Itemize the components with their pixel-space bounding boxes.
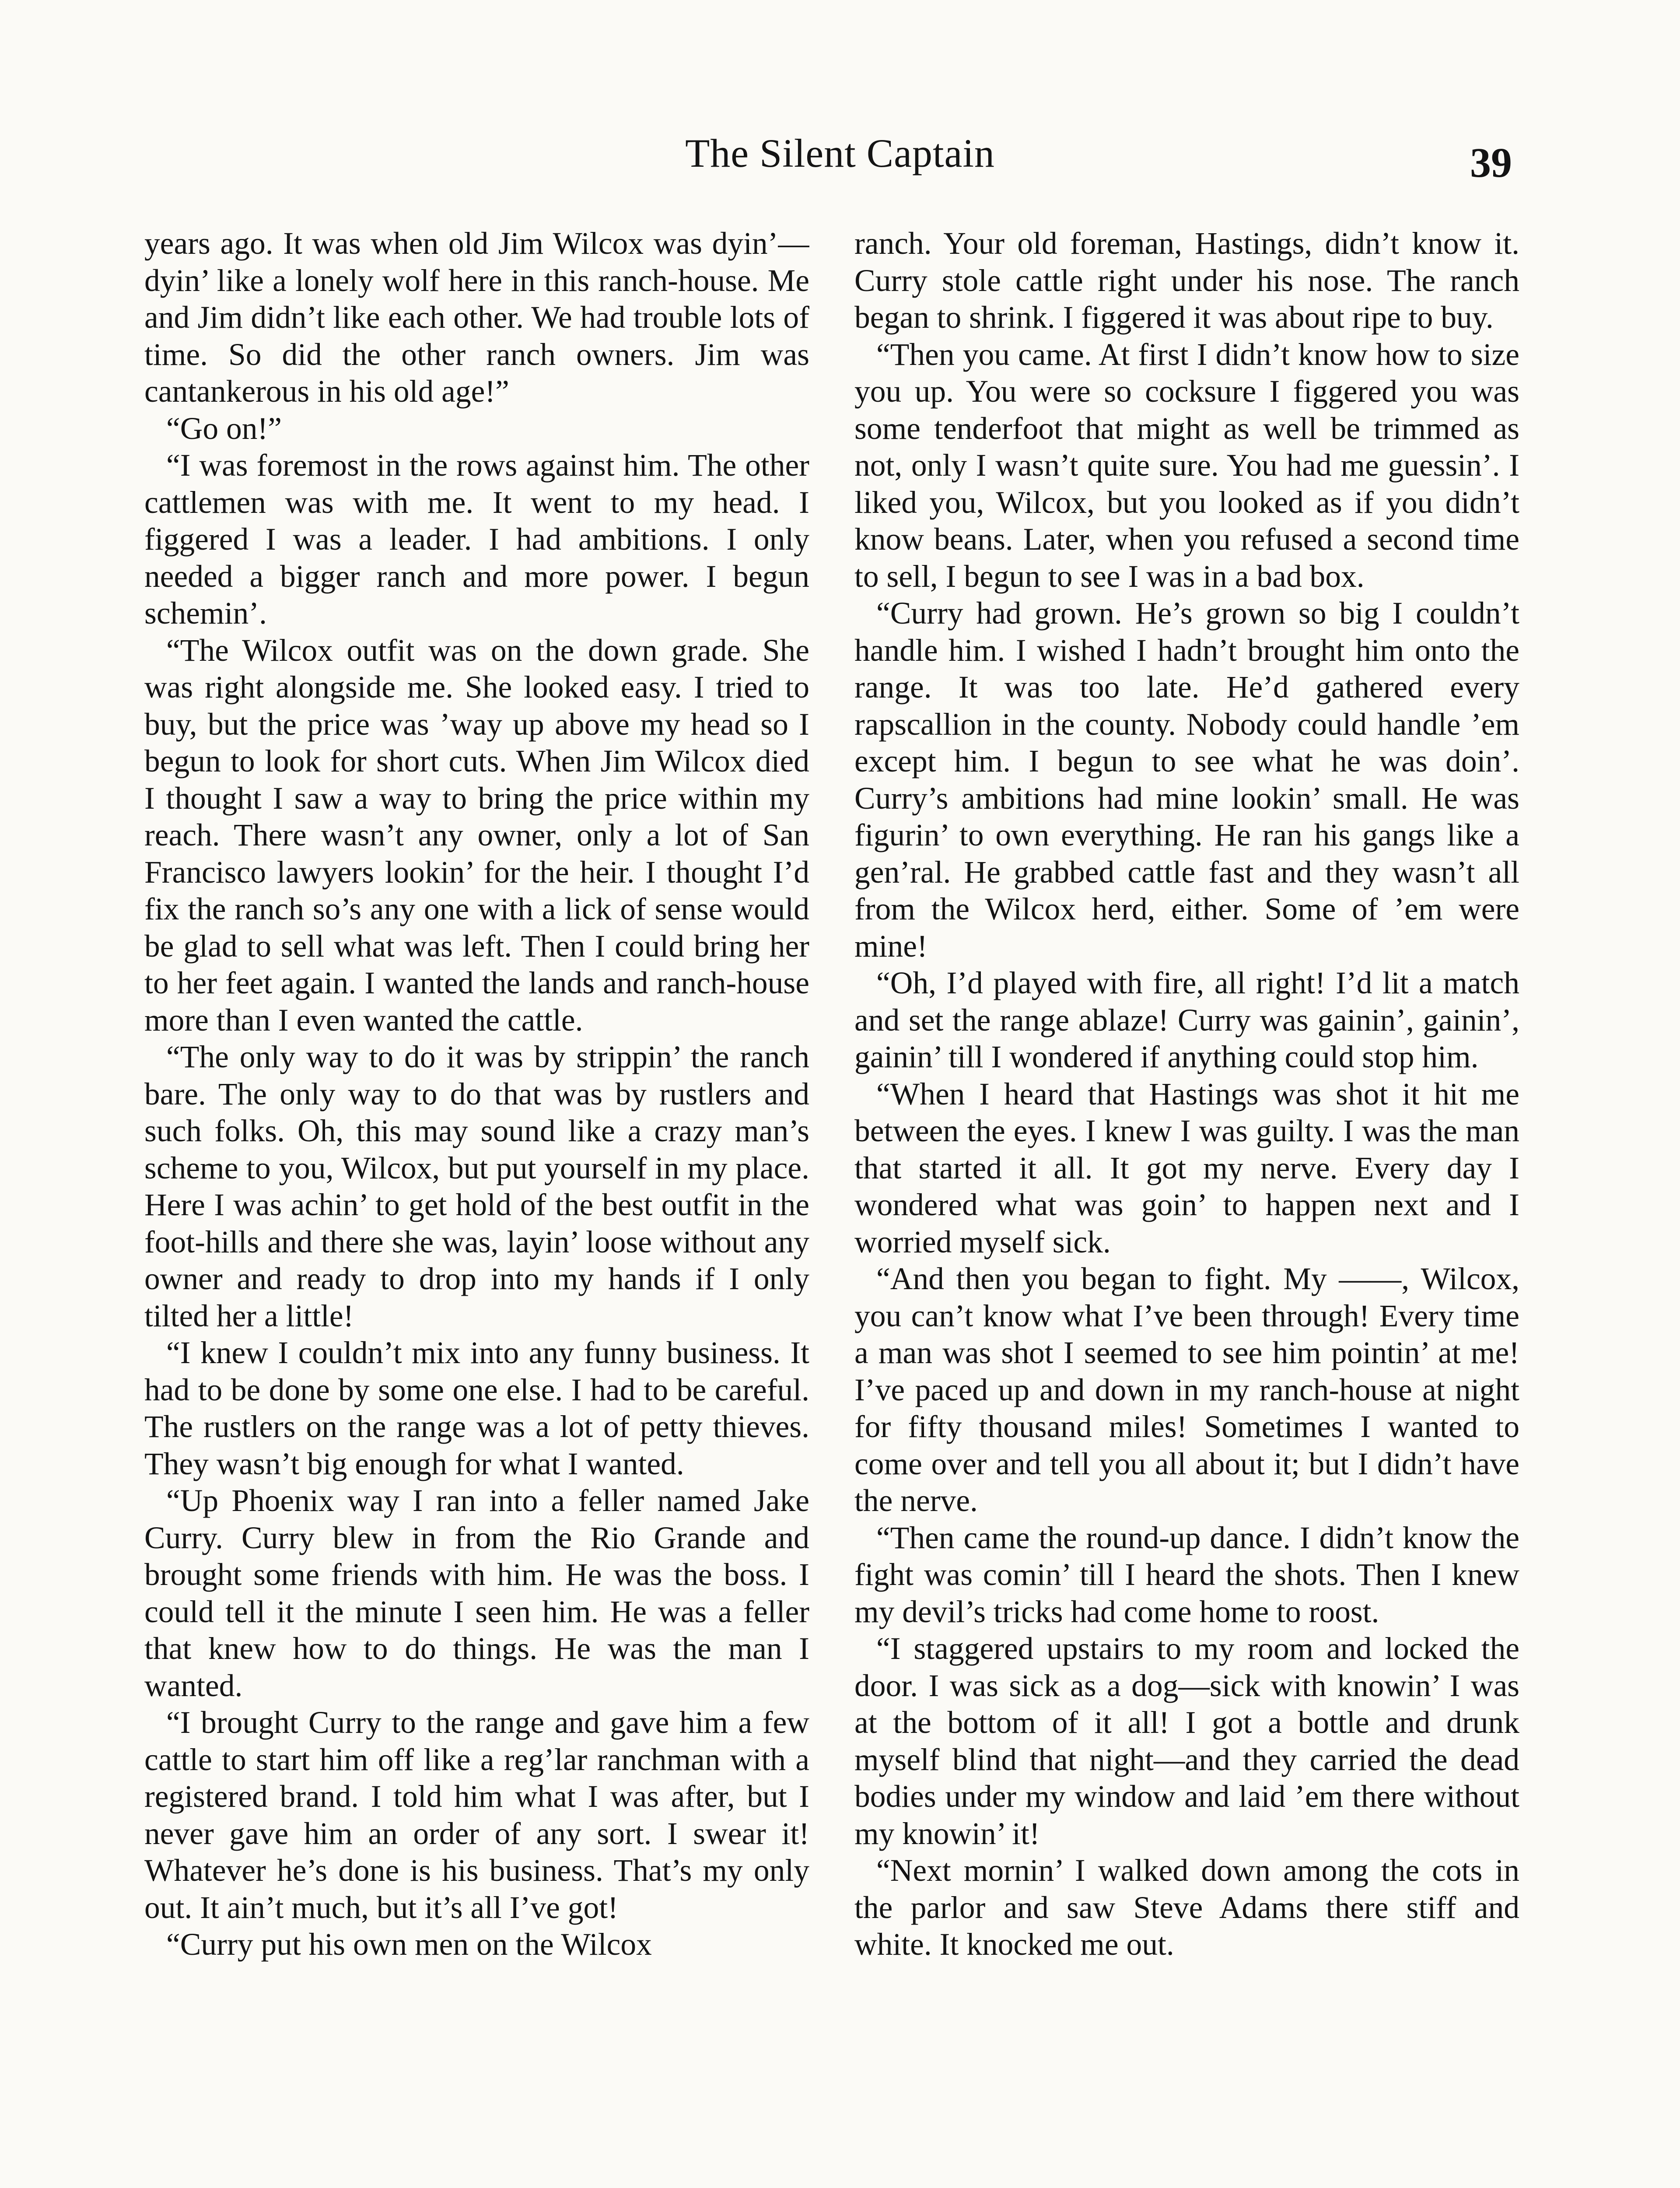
paragraph: “Up Phoenix way I ran into a feller named Jake Curry. Curry blew in from the Rio Grande and brought some friends with him. He was the boss. I could tell it the minute I seen him. He was a feller that knew how to do things. He was the man I wanted. <box>144 1483 809 1703</box>
running-title: The Silent Captain <box>685 131 995 175</box>
paragraph: “Curry put his own men on the Wilcox <box>166 1927 652 1962</box>
paragraph: “I brought Curry to the range and gave him a few cattle to start him off like a reg’lar ranchman with a registered brand. I told him what I was after, but I never gave him an order of any sort. I swear it! Whatever he’s done is his business. That’s my only out. It ain’t much, but it’s all I’ve got! <box>144 1705 809 1925</box>
paragraph: “Then you came. At first I didn’t know how to size you up. You were so cocksure I figgered you was some tenderfoot that might as well be trimmed as not, only I wasn’t quite sure. You had me guessin’. I liked you, Wilcox, but you looked as if you didn’t know beans. Later, when you refused a second time to sell, I begun to see I was in a bad box. <box>854 337 1519 594</box>
paragraph: years ago. It was when old Jim Wilcox was dyin’—dyin’ like a lonely wolf here in this ranch-house. Me and Jim didn’t like each other. We had trouble lots of time. So did the other ranch owners. Jim was cantankerous in his old age!” <box>144 226 809 409</box>
page-header <box>0 131 1680 188</box>
page-number: 39 <box>1470 139 1512 186</box>
left-column <box>144 225 809 2188</box>
paragraph: “The only way to do it was by strippin’ the ranch bare. The only way to do that was by rustlers and such folks. Oh, this may sound like a crazy man’s scheme to you, Wilcox, but put yourself in my place. Here I was achin’ to get hold of the best outfit in the foot-hills and there she was, layin’ loose without any owner and ready to drop into my hands if I only tilted her a little! <box>144 1040 809 1333</box>
paragraph: “When I heard that Hastings was shot it hit me between the eyes. I knew I was guilty. I was the man that started it all. It got my nerve. Every day I wondered what was goin’ to happen next and I worried myself sick. <box>854 1076 1519 1259</box>
paragraph: “I staggered upstairs to my room and locked the door. I was sick as a dog—sick with knowin’ I was at the bottom of it all! I got a bottle and drunk myself blind that night—and they carried the dead bodies under my window and laid ’em there without my knowin’ it! <box>854 1631 1519 1851</box>
right-column <box>854 225 1519 2188</box>
paragraph: “I knew I couldn’t mix into any funny business. It had to be done by some one else. I had to be careful. The rustlers on the range was a lot of petty thieves. They wasn’t big enough for what I wanted. <box>144 1336 809 1481</box>
paragraph: “The Wilcox outfit was on the down grade. She was right alongside me. She looked easy. I tried to buy, but the price was ’way up above my head so I begun to look for short cuts. When Jim Wilcox died I thought I saw a way to bring the price within my reach. There wasn’t any owner, only a lot of San Francisco lawyers lookin’ for the heir. I thought I’d fix the ranch so’s any one with a lick of sense would be glad to sell what was left. Then I could bring her to her feet again. I wanted the lands and ranch-house more than I even wanted the cattle. <box>144 633 809 1038</box>
paragraph: ranch. Your old foreman, Hastings, didn’t know it. Curry stole cattle right under his nose. The ranch began to shrink. I figgered it was about ripe to buy. <box>854 226 1519 335</box>
paragraph: “I was foremost in the rows against him. The other cattlemen was with me. It went to my head. I figgered I was a leader. I had ambitions. I only needed a bigger ranch and more power. I begun schemin’. <box>144 448 809 631</box>
paragraph: “Next mornin’ I walked down among the cots in the parlor and saw Steve Adams there stiff and white. It knocked me out. <box>854 1853 1519 1962</box>
paragraph: “Go on!” <box>166 411 282 446</box>
paragraph: “Curry had grown. He’s grown so big I couldn’t handle him. I wished I hadn’t brought him onto the range. It was too late. He’d gathered every rapscallion in the county. Nobody could handle ’em except him. I begun to see what he was doin’. Curry’s ambitions had mine lookin’ small. He was figurin’ to own everything. He ran his gangs like a gen’ral. He grabbed cattle fast and they wasn’t all from the Wilcox herd, either. Some of ’em were mine! <box>854 596 1519 964</box>
paragraph: “Oh, I’d played with fire, all right! I’d lit a match and set the range ablaze! Curry was gainin’, gainin’, gainin’ till I wondered if anything could stop him. <box>854 966 1519 1074</box>
paragraph: “And then you began to fight. My ——, Wilcox, you can’t know what I’ve been through! Every time a man was shot I seemed to see him pointin’ at me! I’ve paced up and down in my ranch-house at night for fifty thousand miles! Sometimes I wanted to come over and tell you all about it; but I didn’t have the nerve. <box>854 1262 1519 1518</box>
paragraph: “Then came the round-up dance. I didn’t know the fight was comin’ till I heard the shots. Then I knew my devil’s tricks had come home to roost. <box>854 1520 1519 1629</box>
